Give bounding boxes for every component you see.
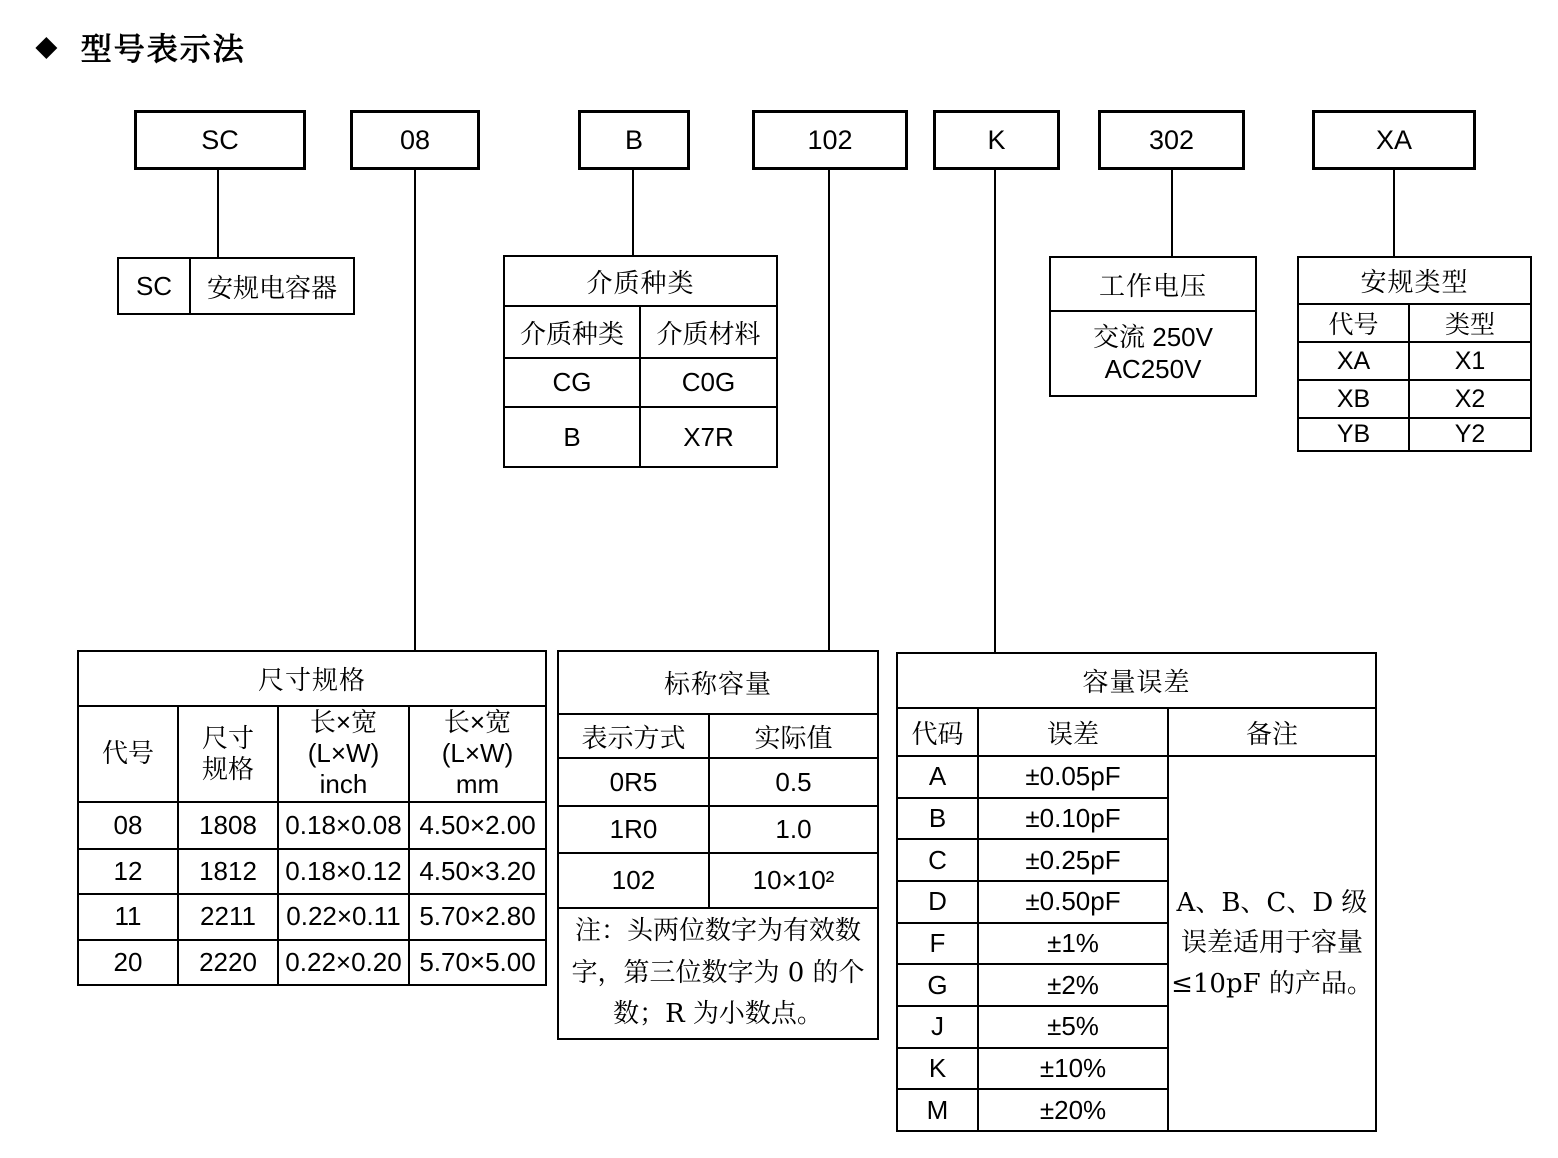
tolerance-remark: A、B、C、D 级误差适用于容量≤10pF 的产品。 [1168,756,1376,1131]
connector-line-k [994,168,996,652]
table-header: 长×宽 (L×W) mm [409,706,546,802]
table-cell: ±0.10pF [978,798,1168,840]
voltage-table-title: 工作电压 [1050,257,1256,311]
table-cell: B [504,407,640,467]
table-cell: XB [1298,380,1409,418]
safety-type-table [1297,256,1532,452]
table-cell: 11 [78,894,178,940]
table-cell: X2 [1409,380,1531,418]
table-header: 介质种类 [504,306,640,358]
code-box-b: B [578,110,690,170]
table-header: 类型 [1409,304,1531,342]
table-cell: ±1% [978,923,1168,965]
table-cell: 0.22×0.20 [278,940,409,985]
table-cell: 0R5 [558,758,709,806]
table-cell: 20 [78,940,178,985]
sc-meaning-cell: 安规电容器 [190,258,354,314]
code-box-sc: SC [134,110,306,170]
size-table-title: 尺寸规格 [78,651,546,706]
connector-line-sc [217,168,219,257]
table-cell: ±2% [978,964,1168,1006]
table-header: 代号 [78,706,178,802]
table-cell: ±10% [978,1048,1168,1090]
connector-line-xa [1393,168,1395,256]
table-cell: 08 [78,802,178,849]
connector-line-b [632,168,634,255]
table-header: 误差 [978,708,1168,756]
table-cell: ±0.25pF [978,839,1168,881]
table-cell: G [897,964,978,1006]
table-header: 长×宽 (L×W) inch [278,706,409,802]
table-cell: ±20% [978,1089,1168,1131]
tolerance-table [896,652,1377,1132]
table-header: 实际值 [709,714,878,758]
table-cell: A [897,756,978,798]
table-header: 尺寸 规格 [178,706,278,802]
table-cell: B [897,798,978,840]
table-cell: X1 [1409,342,1531,380]
page-title [36,24,246,69]
dielectric-table [503,255,778,468]
table-cell: 10×10² [709,853,878,908]
connector-line-102 [828,168,830,650]
table-cell: C [897,839,978,881]
table-cell: 0.22×0.11 [278,894,409,940]
table-cell: D [897,881,978,923]
voltage-table [1049,256,1257,397]
size-spec-table [77,650,547,986]
connector-line-302 [1171,168,1173,256]
table-cell: 0.5 [709,758,878,806]
table-cell: X7R [640,407,777,467]
table-cell: 102 [558,853,709,908]
table-cell: 0.18×0.12 [278,849,409,894]
voltage-value-cell: 交流 250V AC250V [1050,311,1256,396]
table-cell: 2211 [178,894,278,940]
capacitance-table-title: 标称容量 [558,651,878,714]
table-cell: ±5% [978,1006,1168,1048]
page-title-text: 型号表示法 [80,32,246,67]
table-cell: 5.70×5.00 [409,940,546,985]
code-box-08: 08 [350,110,480,170]
table-cell: 1.0 [709,806,878,853]
table-cell: CG [504,358,640,407]
table-cell: 4.50×3.20 [409,849,546,894]
code-box-302: 302 [1098,110,1245,170]
table-cell: 1R0 [558,806,709,853]
table-cell: ±0.05pF [978,756,1168,798]
table-header: 代号 [1298,304,1409,342]
table-cell: 2220 [178,940,278,985]
code-box-xa: XA [1312,110,1476,170]
diamond-icon: ◆ [36,31,57,61]
table-header: 表示方式 [558,714,709,758]
sc-meaning-table [117,257,355,315]
code-box-k: K [933,110,1060,170]
table-cell: XA [1298,342,1409,380]
table-cell: 0.18×0.08 [278,802,409,849]
tolerance-table-title: 容量误差 [897,653,1376,708]
sc-code-cell: SC [118,258,190,314]
table-header: 备注 [1168,708,1376,756]
table-header: 代码 [897,708,978,756]
capacitance-note: 注：头两位数字为有效数字，第三位数字为 0 的个数；R 为小数点。 [558,908,878,1039]
dielectric-table-title: 介质种类 [504,256,777,306]
table-cell: YB [1298,418,1409,451]
table-header: 介质材料 [640,306,777,358]
table-cell: M [897,1089,978,1131]
connector-line-08 [414,168,416,650]
code-box-102: 102 [752,110,908,170]
table-cell: 1808 [178,802,278,849]
table-cell: 12 [78,849,178,894]
safety-table-title: 安规类型 [1298,257,1531,304]
table-cell: 4.50×2.00 [409,802,546,849]
table-cell: 1812 [178,849,278,894]
table-cell: K [897,1048,978,1090]
table-cell: J [897,1006,978,1048]
table-cell: C0G [640,358,777,407]
capacitance-table [557,650,879,1040]
table-cell: ±0.50pF [978,881,1168,923]
table-cell: F [897,923,978,965]
table-cell: 5.70×2.80 [409,894,546,940]
table-cell: Y2 [1409,418,1531,451]
